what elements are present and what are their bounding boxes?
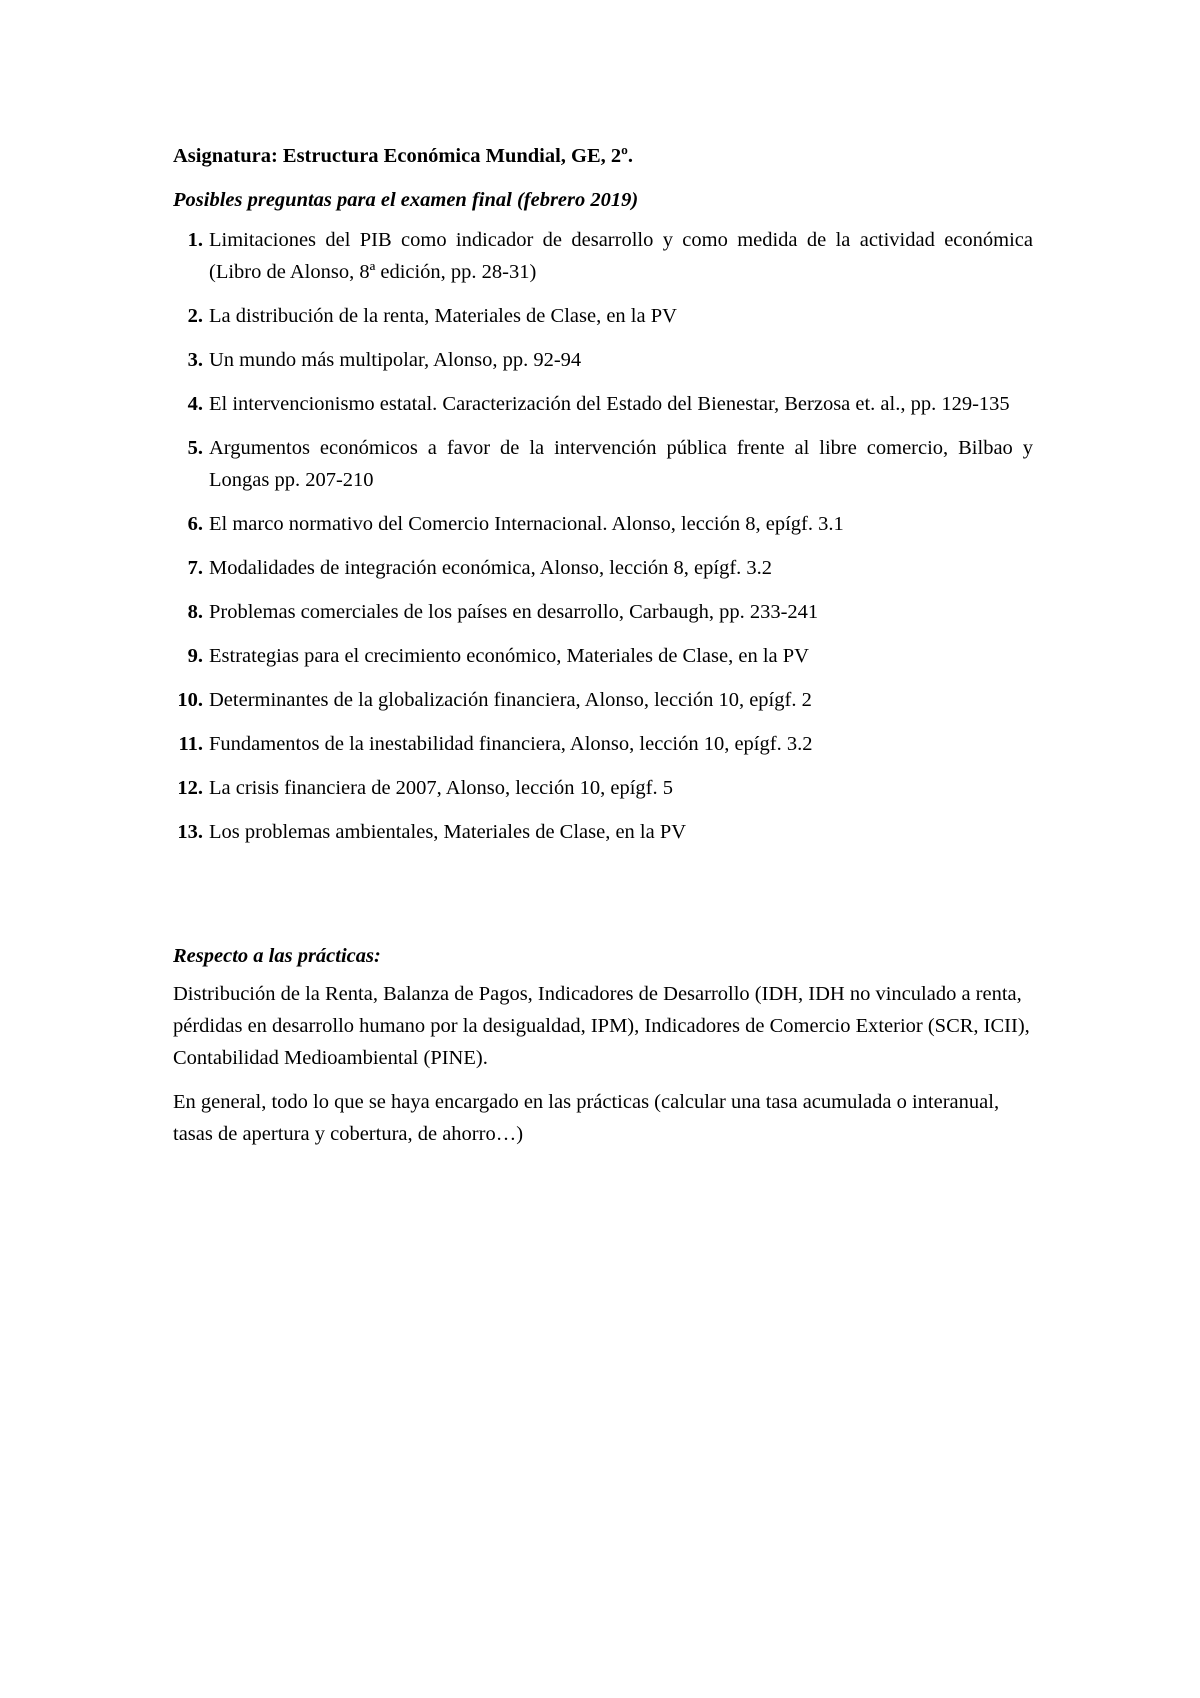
question-text: Problemas comerciales de los países en desarrollo, Carbaugh, pp. 233-241 [209, 601, 819, 623]
question-number: 6. [187, 513, 203, 535]
question-list [173, 224, 1033, 848]
question-text: Limitaciones del PIB como indicador de desarrollo y como medida de la actividad económica (Libro de Alonso, 8ª edición, pp. 28-31) [209, 229, 1033, 283]
question-text: La distribución de la renta, Materiales de Clase, en la PV [209, 305, 677, 327]
question-text: Modalidades de integración económica, Alonso, lección 8, epígf. 3.2 [209, 557, 773, 579]
question-text: La crisis financiera de 2007, Alonso, lección 10, epígf. 5 [209, 777, 673, 799]
question-item-11 [173, 728, 1033, 760]
question-text: Argumentos económicos a favor de la intervención pública frente al libre comercio, Bilbao y Longas pp. 207-210 [209, 437, 1033, 491]
question-text: Fundamentos de la inestabilidad financiera, Alonso, lección 10, epígf. 3.2 [209, 733, 813, 755]
question-item-8 [173, 596, 1033, 628]
question-item-4 [173, 388, 1033, 420]
question-number: 9. [187, 645, 203, 667]
question-number: 5. [187, 437, 203, 459]
question-number: 13. [177, 821, 203, 843]
question-text: Un mundo más multipolar, Alonso, pp. 92-94 [209, 349, 582, 371]
question-number: 1. [187, 229, 203, 251]
question-item-12 [173, 772, 1033, 804]
practicas-heading: Respecto a las prácticas: [173, 945, 381, 967]
question-number: 11. [178, 733, 203, 755]
question-item-6 [173, 508, 1033, 540]
question-number: 3. [187, 349, 203, 371]
question-text: El marco normativo del Comercio Internacional. Alonso, lección 8, epígf. 3.1 [209, 513, 844, 535]
document-page [173, 140, 1033, 1162]
question-item-10 [173, 684, 1033, 716]
question-number: 8. [187, 601, 203, 623]
question-item-1 [173, 224, 1033, 288]
question-item-13 [173, 816, 1033, 848]
question-text: Los problemas ambientales, Materiales de Clase, en la PV [209, 821, 687, 843]
question-item-5 [173, 432, 1033, 496]
question-number: 12. [177, 777, 203, 799]
question-number: 2. [187, 305, 203, 327]
question-item-3 [173, 344, 1033, 376]
question-item-9 [173, 640, 1033, 672]
exam-heading: Posibles preguntas para el examen final (febrero 2019) [173, 189, 639, 211]
practicas-paragraph: En general, todo lo que se haya encargado en las prácticas (calcular una tasa acumulada o interanual, tasas de apertura y cobertura, de ahorro…) [173, 1091, 1000, 1145]
question-number: 4. [187, 393, 203, 415]
question-text: El intervencionismo estatal. Caracterización del Estado del Bienestar, Berzosa et. al., pp. 129-135 [209, 393, 1010, 415]
practicas-paragraph: Distribución de la Renta, Balanza de Pagos, Indicadores de Desarrollo (IDH, IDH no vinculado a renta, pérdidas en desarrollo humano por la desigualdad, IPM), Indicadores de Comercio Exterior (SCR, ICII), Contabilidad Medioambiental (PINE). [173, 983, 1030, 1069]
question-item-7 [173, 552, 1033, 584]
question-text: Estrategias para el crecimiento económico, Materiales de Clase, en la PV [209, 645, 809, 667]
question-text: Determinantes de la globalización financiera, Alonso, lección 10, epígf. 2 [209, 689, 812, 711]
question-number: 10. [177, 689, 203, 711]
question-item-2 [173, 300, 1033, 332]
question-number: 7. [187, 557, 203, 579]
subject-line: Asignatura: Estructura Económica Mundial, GE, 2º. [173, 145, 634, 167]
